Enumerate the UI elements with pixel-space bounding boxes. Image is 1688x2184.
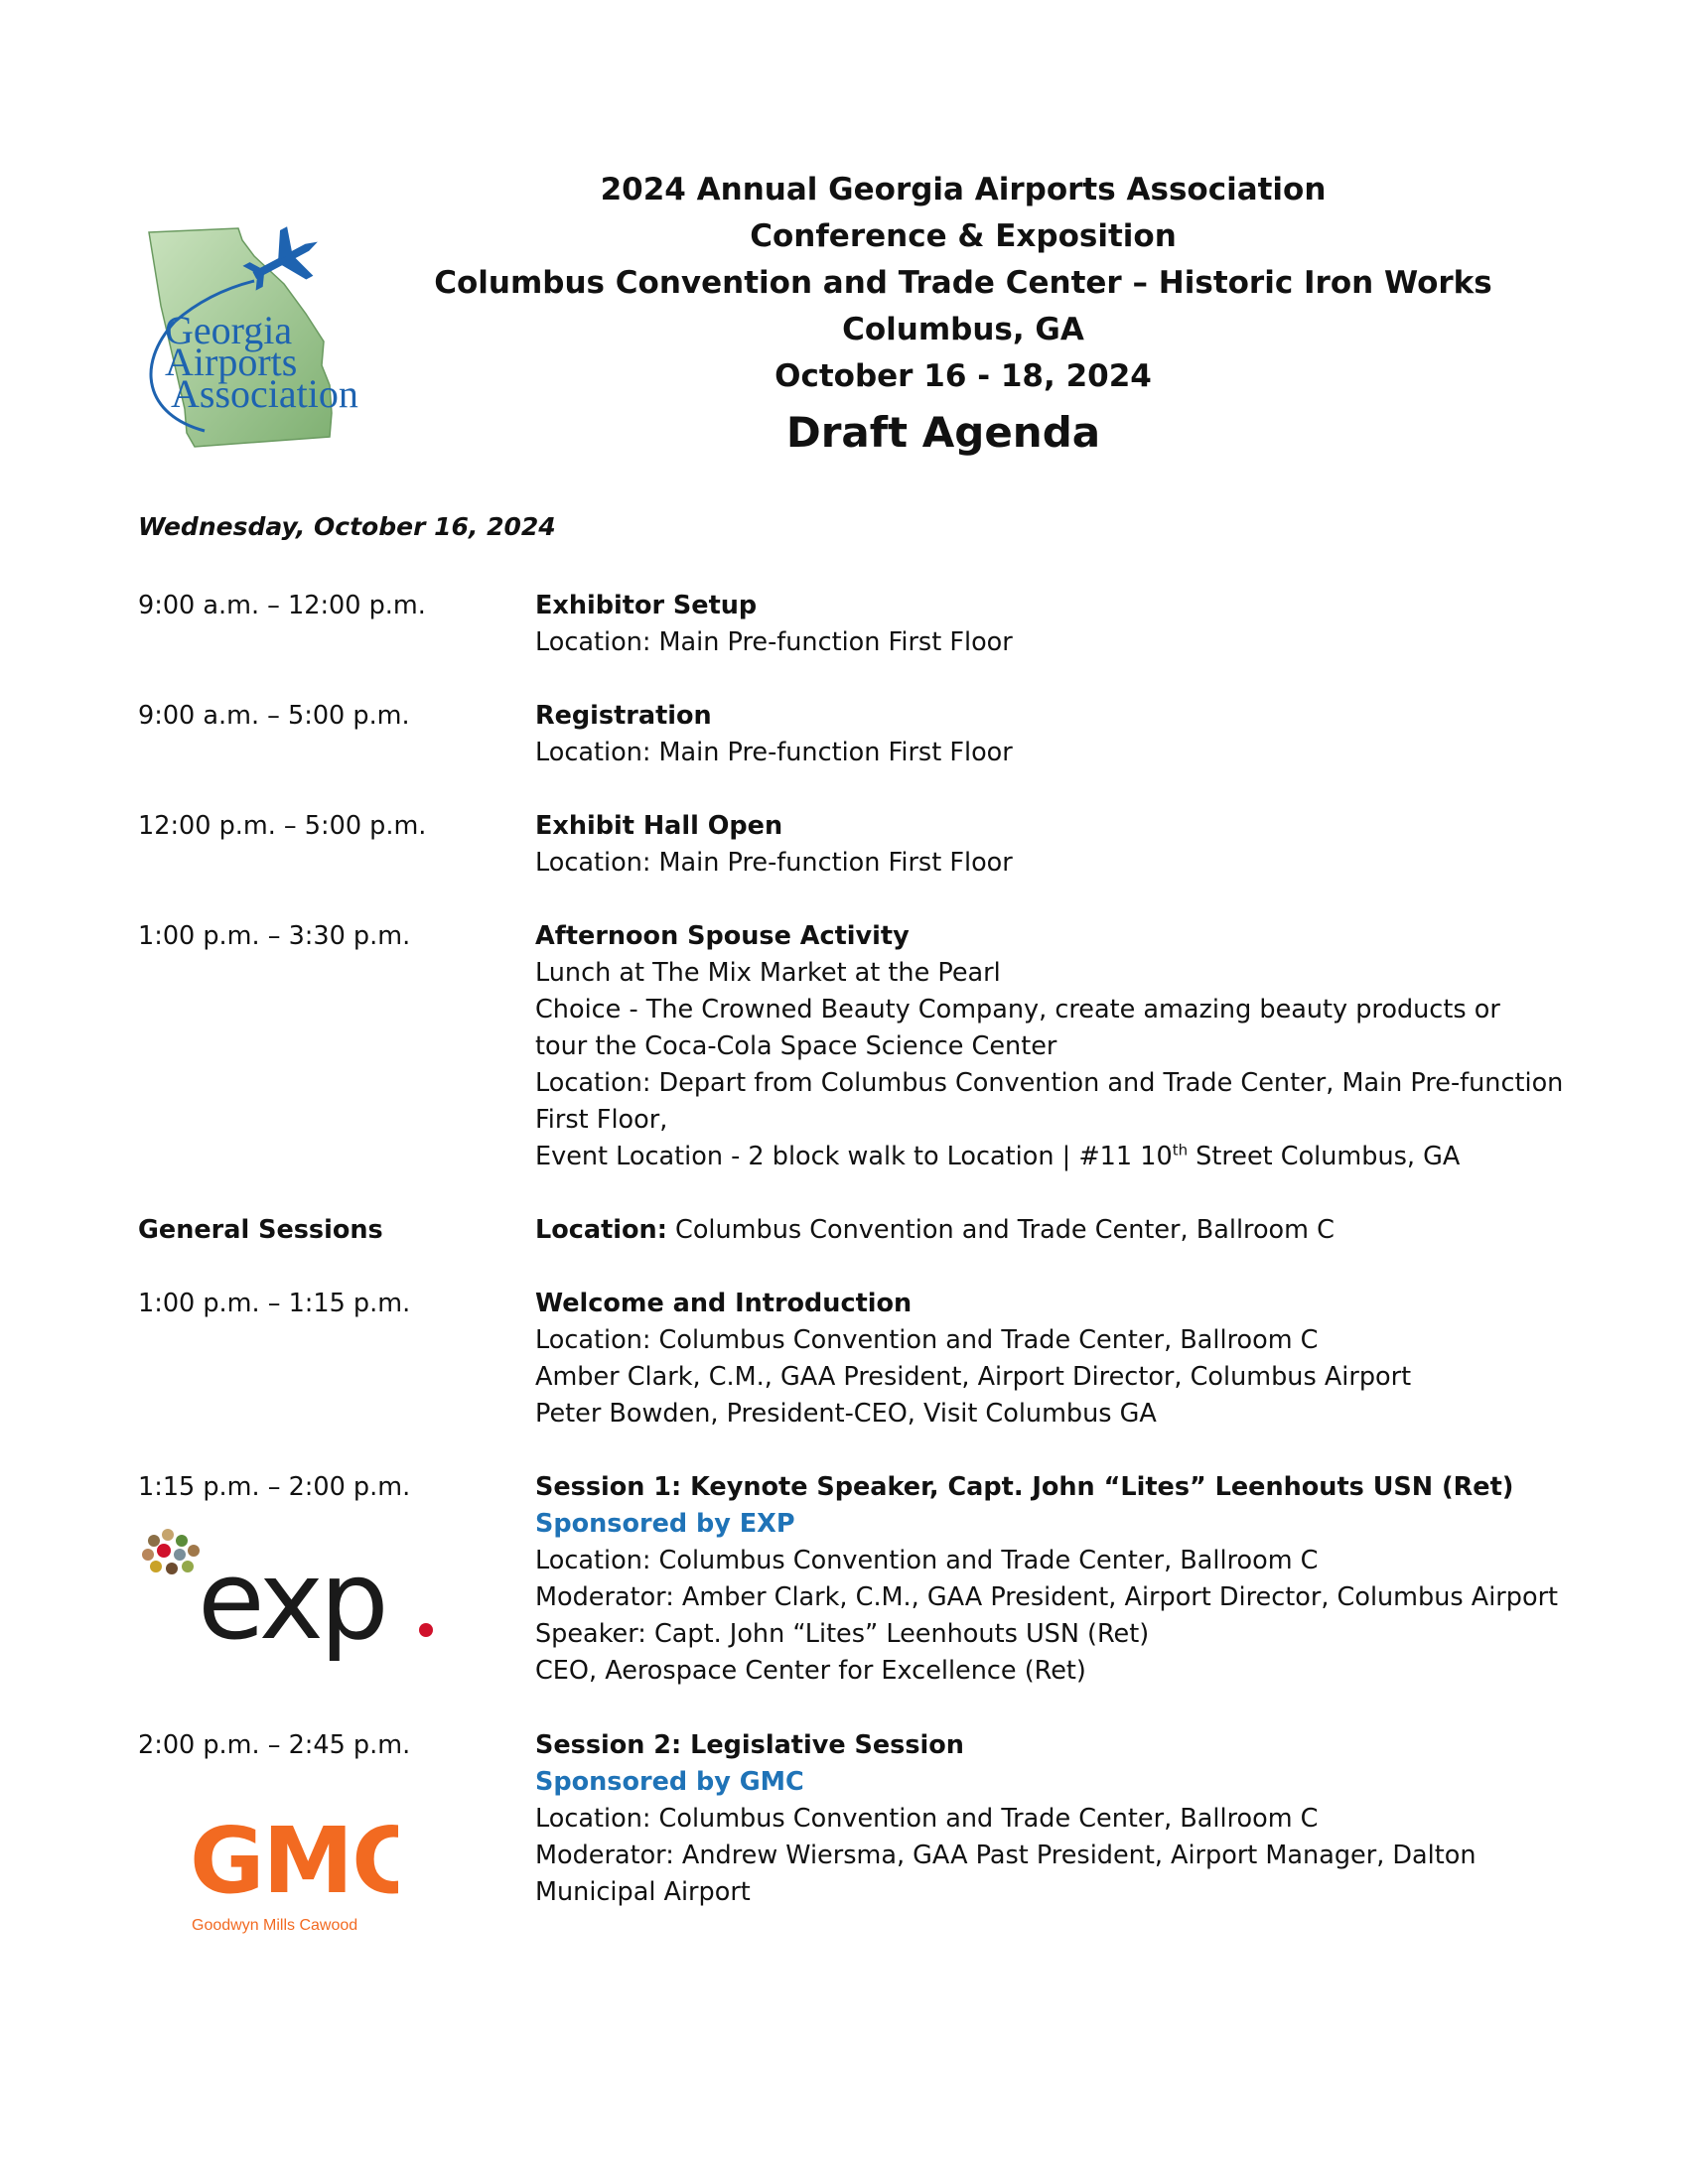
agenda-line: Location: Columbus Convention and Trade Center, Ballroom C — [535, 1804, 1319, 1834]
agenda-line: tour the Coca-Cola Space Science Center — [535, 1031, 1057, 1061]
agenda-line: Location: Main Pre-function First Floor — [535, 738, 1013, 767]
agenda-time: 1:15 p.m. – 2:00 p.m. — [138, 1472, 411, 1502]
agenda-title: Exhibitor Setup — [535, 591, 758, 620]
exp-wordmark: exp — [198, 1537, 385, 1664]
agenda-line: Location: Columbus Convention and Trade Center, Ballroom C — [535, 1325, 1319, 1355]
header-line-4: Columbus, GA — [842, 312, 1084, 347]
agenda-time: 12:00 p.m. – 5:00 p.m. — [138, 811, 427, 841]
gmc-wordmark: GMC — [190, 1808, 398, 1914]
agenda-details — [535, 1469, 1578, 1690]
header-line-1: 2024 Annual Georgia Airports Association — [600, 172, 1327, 207]
header-line-5: October 16 - 18, 2024 — [774, 358, 1152, 394]
agenda-details — [535, 1212, 1578, 1249]
agenda-line: Speaker: Capt. John “Lites” Leenhouts USN (Ret) — [535, 1619, 1150, 1649]
agenda-line: Choice - The Crowned Beauty Company, create amazing beauty products or — [535, 995, 1500, 1024]
header-line-2: Conference & Exposition — [750, 218, 1177, 254]
agenda-details — [535, 588, 1578, 661]
agenda-time: 9:00 a.m. – 5:00 p.m. — [138, 701, 410, 731]
general-sessions-location — [535, 1212, 1578, 1249]
agenda-details — [535, 698, 1578, 771]
exp-sponsor-logo — [138, 1529, 436, 1703]
event-location-text: Event Location - 2 block walk to Location | #11 10 — [535, 1142, 1173, 1171]
agenda-title: Registration — [535, 701, 712, 731]
agenda-time: 9:00 a.m. – 12:00 p.m. — [138, 591, 426, 620]
agenda-time: 1:00 p.m. – 1:15 p.m. — [138, 1289, 411, 1318]
logo-text-georgia: Georgia — [165, 308, 293, 352]
header-line-3: Columbus Convention and Trade Center – Historic Iron Works — [434, 265, 1492, 301]
agenda-title: Afternoon Spouse Activity — [535, 921, 910, 951]
gmc-sponsor-logo — [190, 1797, 398, 1946]
agenda-line: Amber Clark, C.M., GAA President, Airport Director, Columbus Airport — [535, 1362, 1412, 1392]
agenda-line: Location: Depart from Columbus Convention and Trade Center, Main Pre-function — [535, 1068, 1564, 1098]
agenda-line: Lunch at The Mix Market at the Pearl — [535, 958, 1001, 988]
agenda-line: Moderator: Amber Clark, C.M., GAA President, Airport Director, Columbus Airport — [535, 1582, 1559, 1612]
agenda-details — [535, 808, 1578, 882]
draft-agenda-title: Draft Agenda — [785, 408, 1101, 457]
exp-red-dot — [419, 1623, 433, 1637]
general-sessions-label: General Sessions — [138, 1215, 383, 1245]
agenda-line: Peter Bowden, President-CEO, Visit Columbus GA — [535, 1399, 1157, 1429]
agenda-line: Municipal Airport — [535, 1877, 751, 1907]
agenda-line-event-location — [535, 1139, 1578, 1175]
agenda-line: Location: Main Pre-function First Floor — [535, 627, 1013, 657]
logo-text-association: Association — [171, 371, 358, 416]
agenda-line: Location: Main Pre-function First Floor — [535, 848, 1013, 878]
sponsor-line: Sponsored by GMC — [535, 1767, 804, 1797]
day-heading: Wednesday, October 16, 2024 — [138, 512, 556, 541]
agenda-title: Session 1: Keynote Speaker, Capt. John “Lites” Leenhouts USN (Ret) — [535, 1472, 1514, 1502]
agenda-title: Session 2: Legislative Session — [535, 1730, 964, 1760]
location-label: Location: — [535, 1215, 667, 1245]
agenda-line: First Floor, — [535, 1105, 668, 1135]
agenda-title: Welcome and Introduction — [535, 1289, 913, 1318]
gmc-subtitle: Goodwyn Mills Cawood — [192, 1917, 358, 1934]
agenda-line: Moderator: Andrew Wiersma, GAA Past President, Airport Manager, Dalton — [535, 1841, 1477, 1870]
sponsor-line: Sponsored by EXP — [535, 1509, 795, 1539]
agenda-time: 2:00 p.m. – 2:45 p.m. — [138, 1730, 411, 1760]
document-header — [417, 167, 1509, 460]
gaa-logo — [135, 226, 405, 455]
logo-text-airports: Airports — [165, 340, 298, 384]
location-value: Columbus Convention and Trade Center, Ballroom C — [666, 1215, 1335, 1245]
exp-dots-icon — [142, 1529, 200, 1574]
event-location-text-end: Street Columbus, GA — [1188, 1142, 1461, 1171]
gaa-logo-graphic — [135, 226, 405, 455]
agenda-details — [535, 918, 1578, 1175]
ordinal-suffix: th — [1172, 1141, 1189, 1160]
agenda-line: CEO, Aerospace Center for Excellence (Ret) — [535, 1656, 1086, 1686]
agenda-title: Exhibit Hall Open — [535, 811, 783, 841]
agenda-details — [535, 1286, 1578, 1433]
agenda-line: Location: Columbus Convention and Trade Center, Ballroom C — [535, 1546, 1319, 1575]
agenda-details — [535, 1727, 1578, 1911]
agenda-time: 1:00 p.m. – 3:30 p.m. — [138, 921, 411, 951]
